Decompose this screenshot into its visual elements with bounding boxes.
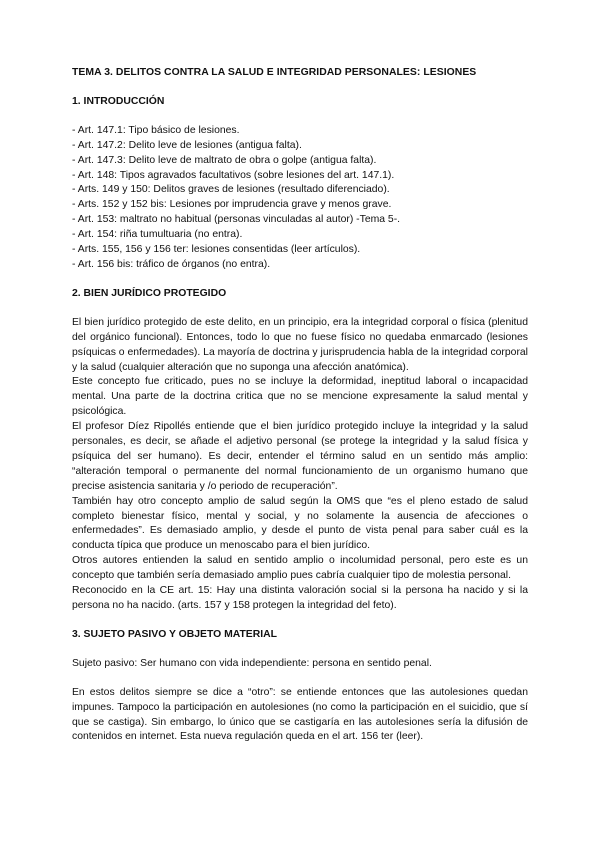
document-page	[72, 66, 528, 745]
paragraph: Otros autores entienden la salud en sentido amplio o incolumidad personal, pero este es un concepto que también sería demasiado amplio pues cabría cualquier tipo de molestia personal.	[72, 555, 528, 582]
section-heading-bien-juridico: 2. BIEN JURÍDICO PROTEGIDO	[72, 287, 227, 299]
paragraph: Este concepto fue criticado, pues no se incluye la deformidad, ineptitud laboral o incapacidad mental. Una parte de la doctrina critica que no se mencione expresamente la salud mental y psicológica.	[72, 376, 528, 418]
document-title: TEMA 3. DELITOS CONTRA LA SALUD E INTEGRIDAD PERSONALES: LESIONES	[72, 67, 477, 78]
list-item: - Art. 148: Tipos agravados facultativos (sobre lesiones del art. 147.1).	[72, 169, 395, 181]
paragraph: También hay otro concepto amplio de salud según la OMS que “es el pleno estado de salud completo bienestar físico, mental y social, y no solamente la ausencia de afecciones o enfermedades”. Es demasiado amplio, y desde el punto de vista penal para saber cuál es la conducta típica que produce un menoscabo para el bien jurídico.	[72, 495, 528, 552]
list-item: - Arts. 149 y 150: Delitos graves de lesiones (resultado diferenciado).	[72, 184, 390, 196]
paragraph: Sujeto pasivo: Ser humano con vida independiente: persona en sentido penal.	[72, 657, 432, 669]
list-item: - Arts. 155, 156 y 156 ter: lesiones consentidas (leer artículos).	[72, 244, 361, 256]
list-item: - Art. 147.2: Delito leve de lesiones (antigua falta).	[72, 139, 302, 151]
paragraph: El profesor Díez Ripollés entiende que el bien jurídico protegido incluye la integridad y la salud personales, es decir, se añade el adjetivo personal (se protege la integridad y la salud física y psíquica del ser humano). Es decir, entender el término salud en un sentido más amplio: “alteración temporal o permanente del normal funcionamiento de un organismo humano que precise asistencia sanitaria y /o periodo de recuperación”.	[72, 421, 528, 492]
list-item: - Art. 153: maltrato no habitual (personas vinculadas al autor) -Tema 5-.	[72, 214, 401, 226]
paragraph: En estos delitos siempre se dice a “otro”: se entiende entonces que las autolesiones quedan impunes. Tampoco la participación en autolesiones (no como la participación en el suicidio, que sí que se castiga). Sin embargo, lo único que se castigaría en las autolesiones sería la difusión de contenidos en internet. Esta nueva regulación queda en el art. 156 ter (leer).	[72, 686, 528, 743]
paragraph: El bien jurídico protegido de este delito, en un principio, era la integridad corporal o física (plenitud del orgánico funcional). Entonces, todo lo que no fuese físico no quedaba enmarcado (lesiones psíquicas o enfermedades). La mayoría de doctrina y jurisprudencia habla de la integridad corporal y la salud (cualquier alteración que no suponga una afección anatómica).	[72, 316, 528, 373]
list-item: - Art. 147.1: Tipo básico de lesiones.	[72, 124, 240, 136]
list-item: - Art. 156 bis: tráfico de órganos (no entra).	[72, 258, 271, 270]
section-heading-introduccion: 1. INTRODUCCIÓN	[72, 95, 165, 107]
list-item: - Art. 154: riña tumultuaria (no entra).	[72, 229, 243, 241]
list-item: - Art. 147.3: Delito leve de maltrato de obra o golpe (antigua falta).	[72, 154, 377, 166]
article-list	[72, 124, 528, 273]
list-item: - Arts. 152 y 152 bis: Lesiones por imprudencia grave y menos grave.	[72, 199, 392, 211]
section-heading-sujeto-pasivo: 3. SUJETO PASIVO Y OBJETO MATERIAL	[72, 628, 277, 640]
paragraph: Reconocido en la CE art. 15: Hay una distinta valoración social si la persona ha nacido y si la persona no ha nacido. (arts. 157 y 158 protegen la integridad del feto).	[72, 585, 528, 611]
